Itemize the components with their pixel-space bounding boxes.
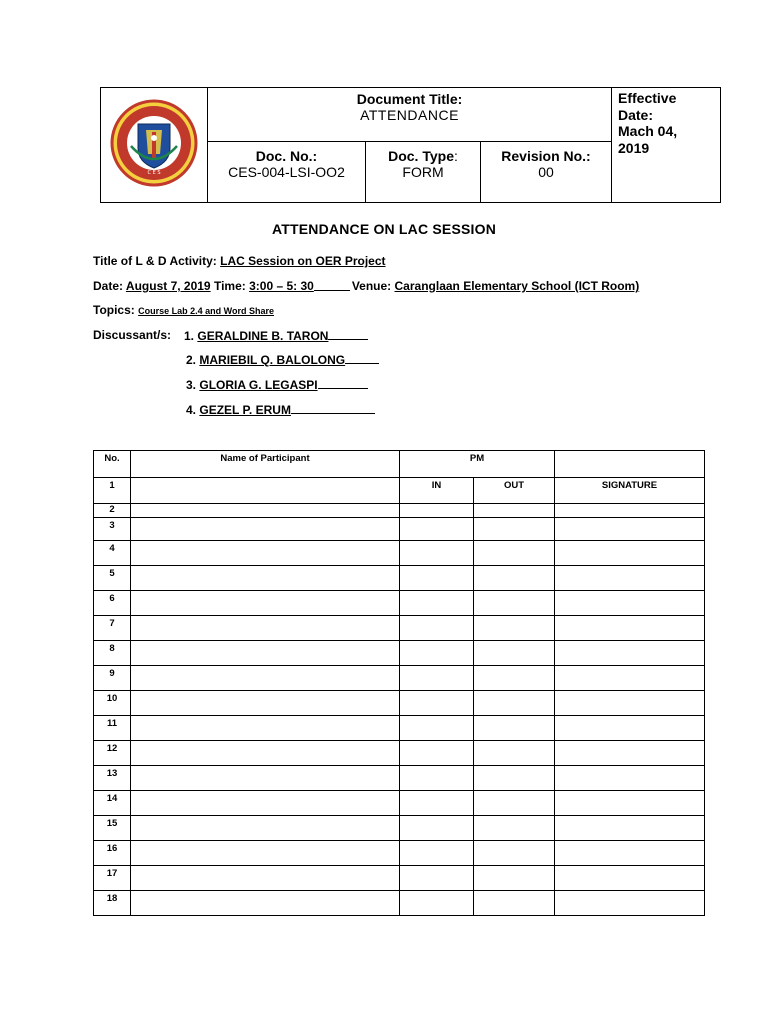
participant-name-cell[interactable] [131,666,400,691]
discussants-label-line [93,328,171,342]
effective-value-2: 2019 [618,139,650,156]
signature-cell[interactable] [555,591,705,616]
time-out-cell[interactable] [474,741,555,766]
participant-name-cell[interactable] [131,504,400,518]
time-out-cell[interactable] [474,666,555,691]
participant-name-cell[interactable] [131,766,400,791]
time-in-cell[interactable] [400,866,474,891]
participant-name-cell[interactable] [131,691,400,716]
time-out-cell[interactable] [474,691,555,716]
time-in-cell[interactable] [400,641,474,666]
time-out-cell[interactable] [474,891,555,916]
signature-cell[interactable] [555,616,705,641]
row-number: 14 [94,791,131,816]
row-number: 10 [94,691,131,716]
time-out-cell[interactable] [474,518,555,541]
document-title-cell [208,88,611,142]
signature-cell[interactable] [555,716,705,741]
revision-value: 00 [538,164,554,180]
time-in-cell[interactable] [400,541,474,566]
venue-label: Venue: [351,279,392,293]
time-out-cell[interactable] [474,541,555,566]
row-number: 18 [94,891,131,916]
time-in-cell[interactable] [400,504,474,518]
signature-cell[interactable] [555,741,705,766]
date-time-venue-line [93,279,639,293]
table-row [94,641,705,666]
discussant-number: 1. [184,329,195,343]
topics-label: Topics: [93,303,135,317]
revision-label: Revision No.: [501,148,591,164]
table-row [94,666,705,691]
time-out-cell[interactable] [474,716,555,741]
time-out-cell[interactable] [474,841,555,866]
row-number: 15 [94,816,131,841]
activity-title-value: LAC Session on OER Project [220,254,386,268]
table-row [94,591,705,616]
row-number: 12 [94,741,131,766]
row-number: 8 [94,641,131,666]
col-pm-header: PM [400,451,555,478]
signature-cell[interactable] [555,766,705,791]
attendance-table [93,450,705,916]
signature-cell[interactable] [555,791,705,816]
time-label: Time: [213,279,246,293]
time-in-cell[interactable] [400,518,474,541]
time-in-cell[interactable] [400,741,474,766]
table-header-row [94,451,705,478]
signature-cell[interactable] [555,518,705,541]
table-row [94,716,705,741]
time-out-cell[interactable] [474,641,555,666]
time-in-cell[interactable] [400,766,474,791]
row-number: 9 [94,666,131,691]
doc-type-colon: : [453,148,458,164]
table-row [94,866,705,891]
doc-no-label: Doc. No.: [255,148,318,164]
discussant-number: 2. [186,353,197,367]
discussants-label: Discussant/s: [93,328,172,342]
svg-text:C E S: C E S [147,170,161,176]
time-in-cell[interactable] [400,891,474,916]
date-value: August 7, 2019 [125,279,211,293]
signature-cell[interactable] [555,891,705,916]
participant-name-cell[interactable] [131,641,400,666]
table-row [94,541,705,566]
document-header [100,87,721,203]
time-out-cell[interactable] [474,591,555,616]
col-name-header: Name of Participant [131,451,400,478]
time-out-cell[interactable] [474,866,555,891]
activity-title-line [93,254,386,268]
time-value: 3:00 – 5: 30 [249,279,314,293]
participant-name-cell[interactable] [131,566,400,591]
table-row [94,891,705,916]
doc-type-label: Doc. Type [388,148,454,164]
topics-value: Course Lab 2.4 and Word Share [138,306,274,316]
document-title-value: ATTENDANCE [360,107,459,123]
time-in-cell[interactable] [400,791,474,816]
participant-name-cell[interactable] [131,716,400,741]
col-blank-header [555,451,705,478]
table-row [94,504,705,518]
signature-cell[interactable] [555,691,705,716]
table-row [94,518,705,541]
effective-label-2: Date: [618,106,654,123]
signature-cell[interactable] [555,866,705,891]
signature-cell[interactable] [555,841,705,866]
time-out-cell[interactable] [474,504,555,518]
revision-cell [480,142,611,202]
discussant-item [186,402,375,417]
time-in-cell[interactable] [400,591,474,616]
table-row [94,691,705,716]
page-title: ATTENDANCE ON LAC SESSION [271,221,497,237]
discussant-name: GLORIA G. LEGASPI [199,378,318,392]
signature-cell[interactable] [555,816,705,841]
school-seal-logo [101,88,208,202]
participant-name-cell[interactable] [131,891,400,916]
time-in-cell[interactable] [400,666,474,691]
discussant-number: 4. [186,403,197,417]
row-number: 1 [94,478,131,504]
discussant-number: 3. [186,378,197,392]
time-out-cell[interactable] [474,816,555,841]
discussant-name: GERALDINE B. TARON [197,329,329,343]
participant-name-cell[interactable] [131,841,400,866]
row-number: 7 [94,616,131,641]
discussant-item [186,377,368,392]
table-row [94,841,705,866]
participant-name-cell[interactable] [131,616,400,641]
participant-name-cell[interactable] [131,478,400,504]
activity-title-label: Title of L & D Activity: [93,254,217,268]
effective-value-1: Mach 04, [618,123,678,139]
time-in-cell[interactable] [400,716,474,741]
participant-name-cell[interactable] [131,816,400,841]
row-number: 13 [94,766,131,791]
table-row [94,616,705,641]
time-out-cell[interactable] [474,791,555,816]
row-number: 2 [94,504,131,518]
discussant-item [186,352,379,367]
venue-value: Caranglaan Elementary School (ICT Room) [394,279,640,293]
signature-cell[interactable] [555,641,705,666]
time-out-cell[interactable] [474,566,555,591]
discussant-name: GEZEL P. ERUM [199,403,291,417]
row-number: 17 [94,866,131,891]
date-label: Date: [93,279,124,293]
row-number: 4 [94,541,131,566]
table-row [94,741,705,766]
doc-type-cell [365,142,480,202]
doc-type-value: FORM [402,164,444,180]
time-out-cell[interactable] [474,766,555,791]
participant-name-cell[interactable] [131,591,400,616]
participant-name-cell[interactable] [131,741,400,766]
table-row [94,766,705,791]
logo-cell [101,88,208,202]
signature-cell[interactable] [555,566,705,591]
participant-name-cell[interactable] [131,541,400,566]
time-in-cell[interactable] [400,616,474,641]
signature-cell: SIGNATURE [555,478,705,504]
row-number: 16 [94,841,131,866]
signature-cell[interactable] [555,504,705,518]
participant-name-cell[interactable] [131,866,400,891]
row-number: 11 [94,716,131,741]
discussant-name: MARIEBIL Q. BALOLONG [199,353,346,367]
time-in-cell[interactable] [400,816,474,841]
time-out-cell: OUT [474,478,555,504]
time-in-cell: IN [400,478,474,504]
effective-date-cell [611,88,720,202]
row-number: 3 [94,518,131,541]
doc-no-value: CES-004-LSI-OO2 [228,164,345,180]
table-row [94,478,705,504]
document-title-label: Document Title: [356,91,463,107]
time-in-cell[interactable] [400,566,474,591]
time-in-cell[interactable] [400,841,474,866]
time-out-cell[interactable] [474,616,555,641]
signature-cell[interactable] [555,541,705,566]
row-number: 5 [94,566,131,591]
discussant-item [184,328,368,343]
time-in-cell[interactable] [400,691,474,716]
col-no-header: No. [94,451,131,478]
row-number: 6 [94,591,131,616]
effective-label-1: Effective [618,90,677,106]
topics-line [93,303,274,317]
doc-no-cell [208,142,365,202]
participant-name-cell[interactable] [131,791,400,816]
table-row [94,791,705,816]
signature-cell[interactable] [555,666,705,691]
table-row [94,816,705,841]
table-row [94,566,705,591]
participant-name-cell[interactable] [131,518,400,541]
